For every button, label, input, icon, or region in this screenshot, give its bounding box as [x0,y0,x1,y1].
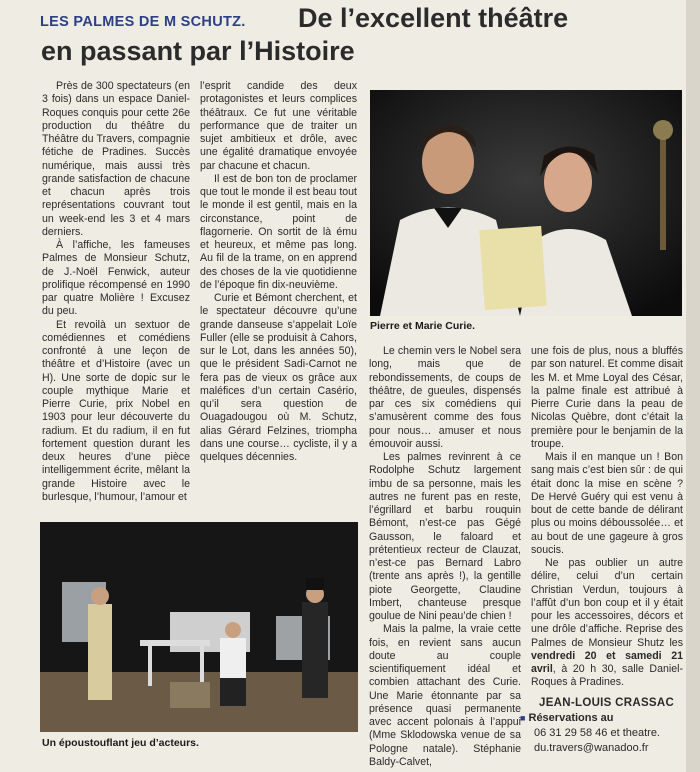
paragraph: une fois de plus, nous a bluffés par son naturel. Et comme disait les M. et Mme Loyal des César, la palme finale est attribué à Pierre Curie dans la peau de Nicolas Quèbre, dont c’était la première pour le benjamin de la troupe. [531,345,683,450]
paragraph-text: Ne pas oublier un autre délire, celui d’un certain Christian Verdun, toujours à l’affût d’un bon coup et il y était pour les accessoires, décors et une drôle d’affiche. Reprise des Palmes de Monsieur Shutz les [531,557,683,649]
photo-2-caption: Un époustouflant jeu d’acteurs. [42,737,199,749]
photo-1-caption: Pierre et Marie Curie. [370,320,476,332]
photo-pierre-marie-curie [370,90,682,316]
paragraph: Et revoilà un sextuor de comédiennes et comédiens confronté à une leçon de théâtre et d’Histoire (avec un H). Une sorte de dopic sur le couple mythique Marie et Pierre Curie, prix Nobel en 1903 pour leur découverte du radium. Et du radium, il en fut fortement question durant les deux heures d’une pièce intelligemment écrite, mêlant la grande Histoire avec le burlesque, l’humour, l’amour et [42,318,190,503]
text-column-3 [369,345,521,769]
reservations-block [520,711,695,756]
paragraph [531,557,683,690]
text-column-4 [531,345,683,690]
paragraph: Il est de bon ton de proclamer que tout le monde il est beau tout le monde il est gentil, mais en la circonstance, point de flagornerie. On sortit de là ému et heureux, et même pas long. Au fil de la trame, on en apprend des choses de la vie quotidienne de l’époque fin dix-neuvième. [200,172,357,291]
paragraph: Curie et Bémont cherchent, et le spectateur découvre qu’une grande danseuse s’appelait Loïe Fuller (elle se produisit à Cahors, sur le Lot, dans les années 50), que le président Sadi-Carnot ne fera pas de vieux os grâce aux maléfices d’un certain Casério, qu’il sera question de Ouagadougou où M. Schutz, alias Gérard Felzines, triompha dans une course… cycliste, il y a quelques décennies. [200,292,357,463]
paragraph: Près de 300 spectateurs (en 3 fois) dans un espace Daniel-Roques conquis pour cette 26e production du théâtre du Théâtre du Travers, compagnie fétiche de Pradines. Succès numérique, mais aussi très grande satisfaction de chacune et chacun après trois représentations couvrant tout un week-end les 3 et 4 mars derniers. [42,80,190,238]
email-address: du.travers@wanadoo.fr [534,742,649,754]
paragraph: Le chemin vers le Nobel sera long, mais que de rebondissements, de coups de théâtre, de gueules, dispensés par ces six comédiens qui s’amusèrent comme des fous pour nous… amuser et nous émouvoir aussi. [369,345,521,450]
paragraph-tail: , à 20 h 30, salle Daniel-Roques à Pradines. [531,663,683,689]
paragraph: Les palmes revinrent à ce Rodolphe Schutz largement imbu de sa personne, mais les autres ne furent pas en reste, l’égrillard et barbu rouquin Bémont, n’est-ce pas Gégé Gausson, le faloard et prétentieux recteur de Clauzat, n’est-ce pas Bernard Labro (trente ans après !), la gentille piote Georgette, Claudine Imbert, chanteuse presque goulue de Nini peau’de chien ! [369,451,521,622]
paragraph: À l’affiche, les fameuses Palmes de Monsieur Schutz, de J.-Noël Fenwick, auteur prolifique récompensé en 1990 par quatre Molière ! Excusez du peu. [42,239,190,318]
text-column-2 [200,80,357,464]
author-signature: JEAN-LOUIS CRASSAC [539,697,675,709]
photo-illustration [370,90,682,316]
photo-stage-scene [40,522,358,732]
headline-line-2: en passant par l’Histoire [41,36,355,66]
headline-line-1: De l’excellent théâtre [298,3,569,33]
paragraph: Mais il en manque un ! Bon sang mais c’est bien sûr : de qui était donc la mise en scène ? De Hervé Guéry qui est venu à bout de cette bande de délirant plus ou moins déboussolée… et au bout de une gageure à gros soucis. [531,451,683,556]
adjacent-column-edge [686,0,700,772]
bullet-icon: ■ [520,713,526,723]
article-kicker: LES PALMES DE M SCHUTZ. [40,14,246,30]
paragraph: Mais la palme, la vraie cette fois, en revient sans aucun doute au couple scientifiquement idéal et combien attachant des Curie. Une Marie étonnante par sa présence quasi permanente avec accent polonais à l’appui (Mme Sklodowska venue de sa Pologne natale). Stéphanie Baldy-Calvet, [369,623,521,768]
phone-number: 06 31 29 58 46 et theatre. [534,727,660,739]
performance-dates: vendredi 20 et samedi 21 avril [531,649,683,675]
text-column-1 [42,80,190,504]
reservations-label: ■ Réservations au [520,712,614,724]
paragraph: l’esprit candide des deux protagonistes et leurs complices théâtraux. Ce fut une véritable performance que de traiter un sujet ambitieux et drôle, avec une égalité dramatique envoyée par chacune et chacun. [200,80,357,172]
photo-illustration [40,522,358,732]
